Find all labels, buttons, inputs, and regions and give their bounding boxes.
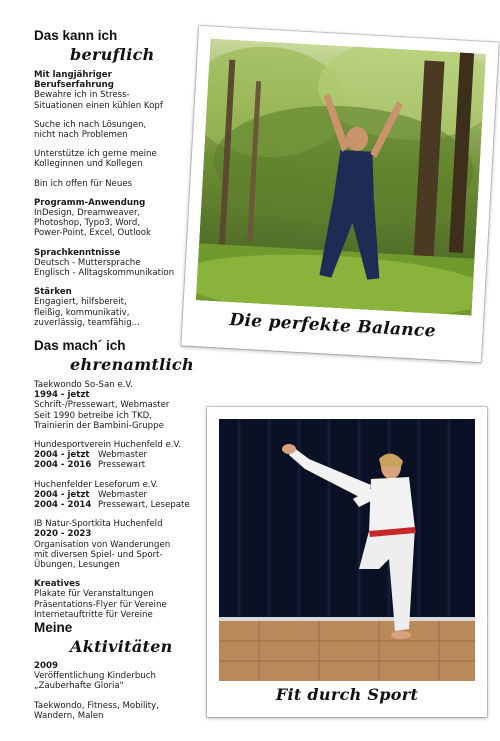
taekwondo-photo-image	[219, 419, 475, 681]
ib-block	[34, 519, 204, 570]
org-name: Huchenfelder Leseforum e.V.	[34, 479, 159, 490]
strengths-title: Stärken	[34, 287, 72, 298]
text-line: Bin ich offen für Neues	[34, 178, 133, 189]
text-line: Plakate für Veranstaltungen	[34, 589, 154, 600]
text-line: Internetauftritte für Vereine	[34, 609, 153, 620]
year-range: 2004 - jetzt	[34, 489, 90, 500]
text-line: Trainierin der Bambini-Gruppe	[34, 420, 164, 431]
year-range: 2004 - 2016	[34, 460, 92, 471]
role-row	[34, 500, 204, 510]
strengths-block	[34, 287, 204, 328]
text-line: Schrift-/Pressewart, Webmaster	[34, 400, 170, 411]
text-line: mit diversen Spiel- und Sport-	[34, 549, 163, 560]
kreatives-block	[34, 579, 204, 620]
aktivitaeten-list	[34, 661, 204, 730]
programs-block	[34, 198, 204, 239]
text-line: zuverlässig, teamfähig...	[34, 317, 140, 328]
org-name: Taekwondo So-San e.V.	[34, 380, 133, 390]
org-name: Hundesportverein Huchenfeld e.V.	[34, 440, 181, 451]
heading-beruflich	[34, 28, 204, 64]
role-text: Webmaster	[98, 489, 148, 500]
taekwondo-photo	[219, 419, 475, 681]
text-line: Engagiert, hilfsbereit,	[34, 297, 127, 308]
ehrenamtlich-list	[34, 380, 204, 629]
solutions-text	[34, 120, 204, 140]
year-range: 2004 - 2014	[34, 500, 92, 511]
book-block	[34, 661, 204, 692]
languages-title: Sprachkenntnisse	[34, 247, 121, 258]
heading-script: Aktivitäten	[70, 637, 173, 656]
role-row	[34, 490, 204, 500]
beruflich-list	[34, 70, 204, 337]
text-line: Englisch - Alltagskommunikation	[34, 268, 175, 279]
forest-photo	[196, 39, 486, 316]
experience-block	[34, 70, 204, 111]
leseforum-block	[34, 480, 204, 511]
hobbies-block	[34, 701, 204, 721]
support-text	[34, 149, 204, 169]
text-line: Organisation von Wanderungen	[34, 539, 171, 550]
text-line: Taekwondo, Fitness, Mobility,	[34, 700, 159, 711]
text-line: nicht nach Problemen	[34, 130, 128, 141]
polaroid-taekwondo	[207, 407, 487, 717]
text-line: Suche ich nach Lösungen,	[34, 119, 147, 130]
text-line: Kolleginnen und Kollegen	[34, 159, 143, 170]
text-line: „Zauberhafte Gloria"	[34, 681, 124, 692]
text-line: Präsentations-Flyer für Vereine	[34, 599, 167, 610]
year-range: 2004 - jetzt	[34, 450, 90, 461]
year-range: 2020 - 2023	[34, 529, 92, 540]
open-text	[34, 179, 204, 189]
hundesport-block	[34, 440, 204, 471]
experience-title-line: Berufserfahrung	[34, 80, 114, 91]
experience-text-line: Situationen einen kühlen Kopf	[34, 100, 163, 111]
kreatives-title: Kreatives	[34, 579, 81, 590]
year: 2009	[34, 661, 58, 671]
forest-photo-image	[196, 39, 486, 316]
text-line: Übungen, Lesungen	[34, 560, 120, 571]
text-line: fleißig, kommunikativ,	[34, 307, 130, 318]
role-text: Pressewart, Lesepate	[98, 500, 190, 511]
org-name: IB Natur-Sportkita Huchenfeld	[34, 519, 163, 530]
caption-balance: Die perfekte Balance	[228, 310, 437, 342]
caption-sport: Fit durch Sport	[275, 685, 419, 704]
text-line: Seit 1990 betreibe ich TKD,	[34, 410, 152, 421]
text-line: Veröffentlichung Kinderbuch	[34, 671, 156, 682]
heading-plain: Meine	[34, 620, 73, 635]
year-range: 1994 - jetzt	[34, 390, 90, 401]
heading-script: ehrenamtlich	[70, 355, 194, 374]
text-line: Photoshop, Typo3, Word,	[34, 218, 141, 229]
heading-ehrenamtlich	[34, 338, 204, 374]
role-row	[34, 460, 204, 470]
role-row	[34, 450, 204, 460]
programs-title: Programm-Anwendung	[34, 197, 146, 208]
experience-text-line: Bewahre ich in Stress-	[34, 90, 130, 101]
text-line: Deutsch - Muttersprache	[34, 257, 141, 268]
heading-plain: Das kann ich	[34, 28, 118, 43]
text-line: Wandern, Malen	[34, 710, 104, 721]
heading-script: beruflich	[70, 45, 155, 64]
role-text: Webmaster	[98, 450, 148, 461]
role-text: Pressewart	[98, 460, 146, 471]
text-line: InDesign, Dreamweaver,	[34, 208, 141, 219]
experience-title-line: Mit langjähriger	[34, 70, 112, 80]
polaroid-forest	[181, 26, 498, 362]
heading-aktivitaeten	[34, 620, 204, 656]
languages-block	[34, 248, 204, 279]
text-line: Unterstütze ich gerne meine	[34, 149, 157, 160]
text-line: Power-Point, Excel, Outlook	[34, 228, 152, 239]
heading-plain: Das mach´ ich	[34, 338, 126, 353]
taekwondo-block	[34, 380, 204, 431]
